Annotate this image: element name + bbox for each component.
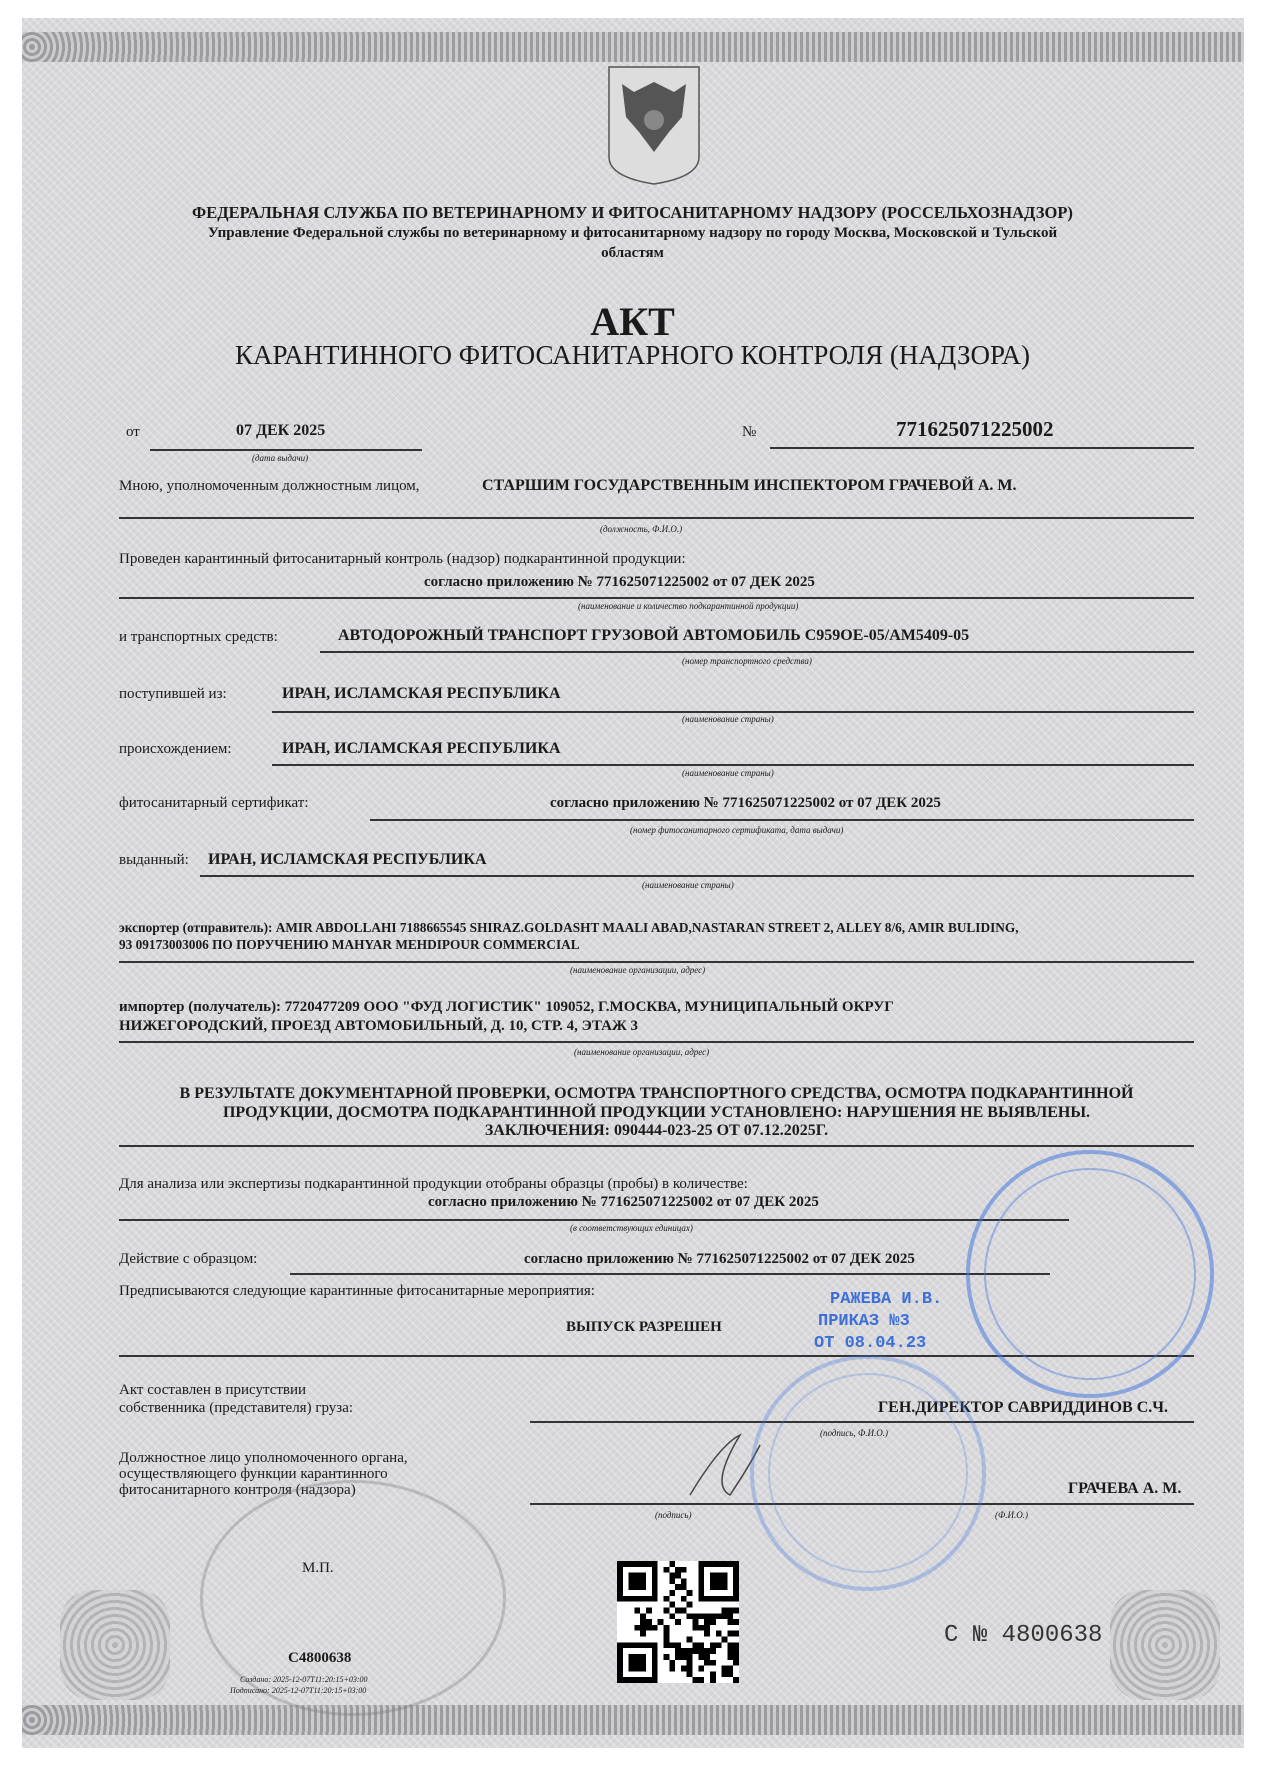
issued-value: ИРАН, ИСЛАМСКАЯ РЕСПУБЛИКА xyxy=(208,851,487,868)
rectangular-stamp-line2: ПРИКАЗ №3 xyxy=(818,1312,910,1331)
inspector-value: СТАРШИМ ГОСУДАРСТВЕННЫМ ИНСПЕКТОРОМ ГРАЧЕВОЙ А. М. xyxy=(482,477,1017,494)
sample-action-value: согласно приложению № 771625071225002 от 07 ДЕК 2025 xyxy=(524,1251,915,1267)
issued-caption: (наименование страны) xyxy=(642,880,734,890)
measures-value: ВЫПУСК РАЗРЕШЕН xyxy=(566,1319,722,1335)
importer-line2: НИЖЕГОРОДСКИЙ, ПРОЕЗД АВТОМОБИЛЬНЫЙ, Д. 10, СТР. 4, ЭТАЖ 3 xyxy=(119,1018,639,1034)
samples-caption: (в соответствующих единицах) xyxy=(570,1223,693,1233)
product-caption: (наименование и количество подкарантинной продукции) xyxy=(578,601,799,611)
samples-label: Для анализа или экспертизы подкарантинной продукции отобраны образцы (пробы) в количестве: xyxy=(119,1176,748,1192)
department-name-cont: областям xyxy=(601,245,664,261)
document-title: АКТ xyxy=(590,299,675,344)
rectangular-stamp-line3: ОТ 08.04.23 xyxy=(814,1334,927,1353)
bottom-ornament-border xyxy=(22,1705,1244,1735)
act-number: 771625071225002 xyxy=(896,417,1054,441)
company-round-stamp xyxy=(750,1355,986,1591)
owner-label2: собственника (представителя) груза: xyxy=(119,1400,354,1416)
owner-caption: (подпись, Ф.И.О.) xyxy=(820,1428,889,1438)
name-caption: (Ф.И.О.) xyxy=(995,1510,1028,1520)
department-name: Управление Федеральной службы по ветеринарному и фитосанитарному надзору по городу Москва, Московской и Тульской xyxy=(207,225,1058,241)
form-number: С № 4800638 xyxy=(944,1622,1103,1649)
act-date: 07 ДЕК 2025 xyxy=(236,422,326,439)
official-value: ГРАЧЕВА А. М. xyxy=(1068,1480,1182,1497)
official-label1: Должностное лицо уполномоченного органа, xyxy=(119,1450,408,1466)
result-line1: В РЕЗУЛЬТАТЕ ДОКУМЕНТАРНОЙ ПРОВЕРКИ, ОСМОТРА ТРАНСПОРТНОГО СРЕДСТВА, ОСМОТРА ПОДКАРАНТИННОЙ xyxy=(179,1085,1134,1102)
organization-round-stamp xyxy=(966,1150,1214,1398)
product-value: согласно приложению № 771625071225002 от 07 ДЕК 2025 xyxy=(424,574,815,590)
top-ornament-border xyxy=(22,32,1244,62)
certificate-label: фитосанитарный сертификат: xyxy=(119,795,309,811)
result-line2: ПРОДУКЦИИ, ДОСМОТРА ПОДКАРАНТИННОЙ ПРОДУКЦИИ УСТАНОВЛЕНО: НАРУШЕНИЯ НЕ ВЫЯВЛЕНЫ. xyxy=(222,1104,1091,1121)
owner-label1: Акт составлен в присутствии xyxy=(119,1382,307,1398)
samples-value: согласно приложению № 771625071225002 от 07 ДЕК 2025 xyxy=(428,1194,819,1210)
measures-label: Предписываются следующие карантинные фитосанитарные мероприятия: xyxy=(119,1283,595,1299)
qr-code[interactable] xyxy=(617,1560,739,1684)
date-caption: (дата выдачи) xyxy=(252,453,309,463)
coat-of-arms-emblem xyxy=(604,62,704,187)
signature-caption: (подпись) xyxy=(655,1510,692,1520)
certificate-caption: (номер фитосанитарного сертификата, дата выдачи) xyxy=(630,825,844,835)
from-country-label: поступившей из: xyxy=(119,686,227,702)
origin-caption: (наименование страны) xyxy=(682,768,774,778)
owner-value: ГЕН.ДИРЕКТОР САВРИДДИНОВ С.Ч. xyxy=(878,1399,1168,1416)
created-timestamp: Создано: 2025-12-07T11:20:15+03:00 xyxy=(240,1675,368,1684)
form-serial: C4800638 xyxy=(288,1650,352,1666)
product-label: Проведен карантинный фитосанитарный контроль (надзор) подкарантинной продукции: xyxy=(119,551,686,567)
corner-ornament xyxy=(1110,1590,1220,1700)
origin-value: ИРАН, ИСЛАМСКАЯ РЕСПУБЛИКА xyxy=(282,740,561,757)
inspector-label: Мною, уполномоченным должностным лицом, xyxy=(119,478,420,494)
sample-action-label: Действие с образцом: xyxy=(119,1251,258,1267)
number-label: № xyxy=(742,424,757,440)
issued-label: выданный: xyxy=(119,852,189,868)
seal-place-label: М.П. xyxy=(302,1560,334,1576)
exporter-line2: 93 09173003006 ПО ПОРУЧЕНИЮ MAHYAR MEHDIPOUR COMMERCIAL xyxy=(119,937,580,952)
official-label2: осуществляющего функции карантинного xyxy=(119,1466,388,1482)
agency-name: ФЕДЕРАЛЬНАЯ СЛУЖБА ПО ВЕТЕРИНАРНОМУ И ФИТОСАНИТАРНОМУ НАДЗОРУ (РОССЕЛЬХОЗНАДЗОР) xyxy=(192,203,1073,222)
transport-caption: (номер транспортного средства) xyxy=(682,656,812,666)
importer-line1: импортер (получатель): 7720477209 ООО "ФУД ЛОГИСТИК" 109052, Г.МОСКВА, МУНИЦИПАЛЬНЫЙ ОКРУГ xyxy=(119,999,894,1015)
from-country-value: ИРАН, ИСЛАМСКАЯ РЕСПУБЛИКА xyxy=(282,685,561,702)
inspector-caption: (должность, Ф.И.О.) xyxy=(600,524,683,534)
document-subtitle: КАРАНТИННОГО ФИТОСАНИТАРНОГО КОНТРОЛЯ (НАДЗОРА) xyxy=(234,340,1031,370)
corner-ornament xyxy=(60,1590,170,1700)
from-country-caption: (наименование страны) xyxy=(682,714,774,724)
rectangular-stamp-line1: РАЖЕВА И.В. xyxy=(830,1290,943,1309)
certificate-value: согласно приложению № 771625071225002 от 07 ДЕК 2025 xyxy=(550,795,941,811)
exporter-caption: (наименование организации, адрес) xyxy=(570,965,706,975)
origin-label: происхождением: xyxy=(119,741,232,757)
transport-value: АВТОДОРОЖНЫЙ ТРАНСПОРТ ГРУЗОВОЙ АВТОМОБИЛЬ С959ОЕ-05/АМ5409-05 xyxy=(338,627,970,644)
signed-timestamp: Подписано: 2025-12-07T11:20:15+03:00 xyxy=(230,1686,367,1695)
official-label3: фитосанитарного контроля (надзора) xyxy=(119,1482,356,1498)
exporter-line1: экспортер (отправитель): AMIR ABDOLLAHI 7188665545 SHIRAZ.GOLDASHT MAALI ABAD,NASTARAN STREET 2, ALLEY 8/6, AMIR BULIDING, xyxy=(119,920,1019,935)
result-line3: ЗАКЛЮЧЕНИЯ: 090444-023-25 ОТ 07.12.2025Г. xyxy=(484,1122,829,1139)
from-label: от xyxy=(126,424,140,440)
importer-caption: (наименование организации, адрес) xyxy=(574,1047,710,1057)
transport-label: и транспортных средств: xyxy=(119,629,278,645)
